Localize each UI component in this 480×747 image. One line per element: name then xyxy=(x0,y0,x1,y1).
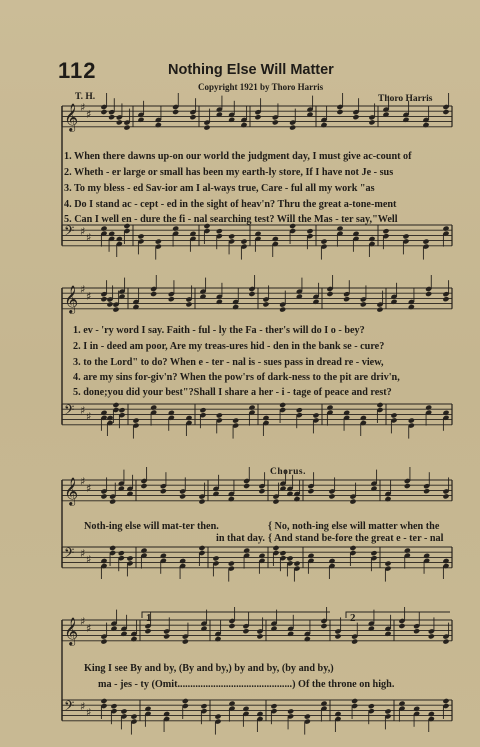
note-head xyxy=(155,239,162,245)
note-head xyxy=(100,698,107,704)
sharp-icon: ♯ xyxy=(80,101,86,114)
note-head xyxy=(240,239,247,245)
note-head xyxy=(312,412,319,418)
note-head xyxy=(182,698,189,704)
note-head xyxy=(390,412,397,418)
note-head xyxy=(168,296,175,302)
note-head xyxy=(106,415,113,421)
note-head xyxy=(256,711,263,717)
verse-3-line-a: 3. To my bless - ed Sav-ior am I al-ways true, Care - ful all my work "as xyxy=(64,183,375,194)
note-head xyxy=(118,407,125,413)
note-head xyxy=(100,226,107,232)
note-head xyxy=(172,109,179,115)
note-head xyxy=(126,555,133,561)
note-head xyxy=(351,639,358,645)
note-head xyxy=(160,553,167,559)
note-head xyxy=(360,301,367,307)
note-head xyxy=(256,633,263,639)
treble-clef-icon: 𝄞 xyxy=(64,477,79,505)
note-head xyxy=(163,633,170,639)
note-head xyxy=(109,545,116,551)
note-head xyxy=(368,119,375,125)
hymn-number: 112 xyxy=(58,58,97,83)
note-head xyxy=(182,639,189,645)
note-head xyxy=(343,410,350,416)
note-head xyxy=(384,561,391,567)
sharp-icon: ♯ xyxy=(80,283,86,296)
treble-clef-icon: 𝄞 xyxy=(64,103,79,131)
sharp-icon: ♯ xyxy=(86,410,92,423)
note-head xyxy=(100,109,107,115)
sharp-icon: ♯ xyxy=(86,553,92,566)
note-head xyxy=(368,703,375,709)
chorus-line-2-left: in that day. xyxy=(216,533,265,544)
note-head xyxy=(179,558,186,564)
note-head xyxy=(137,233,144,239)
note-head xyxy=(349,545,356,551)
note-head xyxy=(442,639,449,645)
note-head xyxy=(304,714,311,720)
note-head xyxy=(203,125,210,131)
note-head xyxy=(150,405,157,411)
note-head xyxy=(326,291,333,297)
note-head xyxy=(254,114,261,120)
note-head xyxy=(423,488,430,494)
note-head xyxy=(307,488,314,494)
note-head xyxy=(404,483,411,489)
note-head xyxy=(343,296,350,302)
note-head xyxy=(404,548,411,554)
note-head xyxy=(408,418,415,424)
note-head xyxy=(306,228,313,234)
sharp-icon: ♯ xyxy=(80,475,86,488)
note-head xyxy=(189,114,196,120)
note-head xyxy=(296,407,303,413)
note-head xyxy=(228,701,235,707)
note-head xyxy=(150,291,157,297)
note-head xyxy=(243,483,250,489)
note-head xyxy=(242,706,249,712)
composer-credit: Thoro Harris xyxy=(378,94,433,104)
note-head xyxy=(232,418,239,424)
note-head xyxy=(228,233,235,239)
lyricist-credit: T. H. xyxy=(75,92,96,102)
note-head xyxy=(200,703,207,709)
note-head xyxy=(398,701,405,707)
bass-clef-icon: 𝄢 xyxy=(64,698,75,717)
note-head xyxy=(442,698,449,704)
note-head xyxy=(144,628,151,634)
chorus-line-4: ma - jes - ty (Omit.............................................) Of the throne on high. xyxy=(98,679,395,690)
sharp-icon: ♯ xyxy=(86,231,92,244)
note-head xyxy=(163,711,170,717)
sharp-icon: ♯ xyxy=(86,482,92,495)
note-head xyxy=(376,402,383,408)
note-head xyxy=(279,307,286,313)
note-head xyxy=(384,708,391,714)
note-head xyxy=(320,623,327,629)
note-head xyxy=(112,307,119,313)
note-head xyxy=(336,109,343,115)
sharp-icon: ♯ xyxy=(86,622,92,635)
note-head xyxy=(212,555,219,561)
note-head xyxy=(185,301,192,307)
note-head xyxy=(289,125,296,131)
chorus-line-1-right: { No, noth-ing else will matter when the xyxy=(268,521,440,532)
chorus-line-1-left: Noth-ing else will mat-ter then. xyxy=(84,521,219,532)
treble-clef-icon: 𝄞 xyxy=(64,285,79,313)
hymn-title: Nothing Else Will Matter xyxy=(168,62,334,78)
note-head xyxy=(118,550,125,556)
note-head xyxy=(423,553,430,559)
note-head xyxy=(352,231,359,237)
note-head xyxy=(442,558,449,564)
note-head xyxy=(287,708,294,714)
note-head xyxy=(228,561,235,567)
note-head xyxy=(279,402,286,408)
note-head xyxy=(258,553,265,559)
first-ending-bracket xyxy=(142,612,330,618)
note-head xyxy=(140,548,147,554)
note-head xyxy=(248,291,255,297)
note-head xyxy=(425,405,432,411)
note-head xyxy=(120,708,127,714)
note-head xyxy=(272,236,279,242)
note-head xyxy=(413,628,420,634)
note-head xyxy=(100,493,107,499)
note-head xyxy=(442,109,449,115)
note-head xyxy=(272,545,279,551)
bass-clef-icon: 𝄢 xyxy=(64,402,75,421)
verse-4-line-a: 4. Do I stand ac - cept - ed in the sight of heav'n? Thru the great a-tone-ment xyxy=(64,199,397,210)
note-head xyxy=(428,711,435,717)
sharp-icon: ♯ xyxy=(80,225,86,238)
sharp-icon: ♯ xyxy=(80,700,86,713)
note-head xyxy=(132,418,139,424)
note-head xyxy=(326,405,333,411)
note-head xyxy=(228,623,235,629)
chorus-line-3: King I see By and by, (By and by,) by and by, (by and by,) xyxy=(84,663,334,674)
note-head xyxy=(112,402,119,408)
sharp-icon: ♯ xyxy=(80,615,86,628)
note-head xyxy=(116,236,123,242)
note-head xyxy=(334,633,341,639)
note-head xyxy=(262,415,269,421)
sharp-icon: ♯ xyxy=(86,108,92,121)
note-head xyxy=(413,706,420,712)
note-head xyxy=(100,639,107,645)
note-head xyxy=(216,412,223,418)
note-head xyxy=(442,226,449,232)
note-head xyxy=(100,410,107,416)
note-head xyxy=(442,296,449,302)
note-head xyxy=(376,307,383,313)
note-head xyxy=(262,301,269,307)
note-head xyxy=(272,119,279,125)
note-head xyxy=(116,119,123,125)
note-head xyxy=(189,231,196,237)
verse-1-line-b: 1. ev - 'ry word I say. Faith - ful - ly the Fa - ther's will do I o - bey? xyxy=(73,325,365,336)
note-head xyxy=(144,706,151,712)
bass-clef-icon: 𝄢 xyxy=(64,545,75,564)
note-head xyxy=(100,296,107,302)
note-head xyxy=(108,231,115,237)
sharp-icon: ♯ xyxy=(86,706,92,719)
note-head xyxy=(370,550,377,556)
verse-5-line-a: 5. Can I well en - dure the fi - nal searching test? Will the Mas - ter say,"Well xyxy=(64,214,398,225)
note-head xyxy=(398,623,405,629)
note-head xyxy=(320,239,327,245)
verse-4-line-b: 4. are my sins for-giv'n? When the pow'rs of dark-ness to the pit are driv'n, xyxy=(73,372,400,383)
first-ending-number: 1 xyxy=(146,612,152,624)
note-head xyxy=(360,415,367,421)
second-ending-number: 2 xyxy=(350,612,356,624)
note-head xyxy=(198,545,205,551)
note-head xyxy=(160,488,167,494)
note-head xyxy=(179,493,186,499)
note-head xyxy=(422,239,429,245)
note-head xyxy=(272,499,279,505)
note-head xyxy=(328,558,335,564)
second-ending-bracket xyxy=(346,612,450,618)
note-head xyxy=(109,499,116,505)
note-head xyxy=(242,628,249,634)
note-head xyxy=(368,236,375,242)
note-head xyxy=(334,711,341,717)
note-head xyxy=(172,226,179,232)
note-head xyxy=(442,493,449,499)
note-head xyxy=(442,410,449,416)
note-head xyxy=(328,493,335,499)
note-head xyxy=(248,405,255,411)
verse-5-line-b: 5. done;you did your best"?Shall I share a her - i - tage of peace and rest? xyxy=(73,387,392,398)
note-head xyxy=(351,698,358,704)
note-head xyxy=(320,701,327,707)
note-head xyxy=(349,499,356,505)
note-head xyxy=(214,714,221,720)
note-head xyxy=(185,415,192,421)
chorus-label: Chorus. xyxy=(270,467,306,477)
chorus-line-2-right: { And stand be-fore the great e - ter - nal xyxy=(268,533,444,544)
note-head xyxy=(106,301,113,307)
note-head xyxy=(352,114,359,120)
note-head xyxy=(425,291,432,297)
note-head xyxy=(382,228,389,234)
note-head xyxy=(258,488,265,494)
sharp-icon: ♯ xyxy=(80,547,86,560)
note-head xyxy=(307,553,314,559)
note-head xyxy=(286,555,293,561)
verse-3-line-b: 3. to the Lord" to do? When e - ter - nal is - sues pass in dread re - view, xyxy=(73,357,384,368)
note-head xyxy=(270,703,277,709)
note-head xyxy=(108,114,115,120)
note-head xyxy=(168,410,175,416)
note-head xyxy=(140,483,147,489)
note-head xyxy=(243,548,250,554)
bass-clef-icon: 𝄢 xyxy=(64,223,75,242)
note-head xyxy=(293,561,300,567)
note-head xyxy=(110,703,117,709)
treble-clef-icon: 𝄞 xyxy=(64,617,79,645)
note-head xyxy=(428,633,435,639)
note-head xyxy=(199,407,206,413)
note-head xyxy=(402,233,409,239)
verse-2-line-b: 2. I in - deed am poor, Are my treas-ures hid - den in the bank se - cure? xyxy=(73,341,385,352)
note-head xyxy=(336,226,343,232)
copyright-notice: Copyright 1921 by Thoro Harris xyxy=(198,82,324,92)
sharp-icon: ♯ xyxy=(80,404,86,417)
verse-1-line-a: 1. When there dawns up-on our world the judgment day, I must give ac-count of xyxy=(64,151,412,162)
note-head xyxy=(198,499,205,505)
note-head xyxy=(279,550,286,556)
note-head xyxy=(254,231,261,237)
verse-2-line-a: 2. Wheth - er large or small has been my earth-ly store, If I have not Je - sus xyxy=(64,167,394,178)
sharp-icon: ♯ xyxy=(86,290,92,303)
note-head xyxy=(123,125,130,131)
note-head xyxy=(216,228,223,234)
note-head xyxy=(130,714,137,720)
note-head xyxy=(100,558,107,564)
